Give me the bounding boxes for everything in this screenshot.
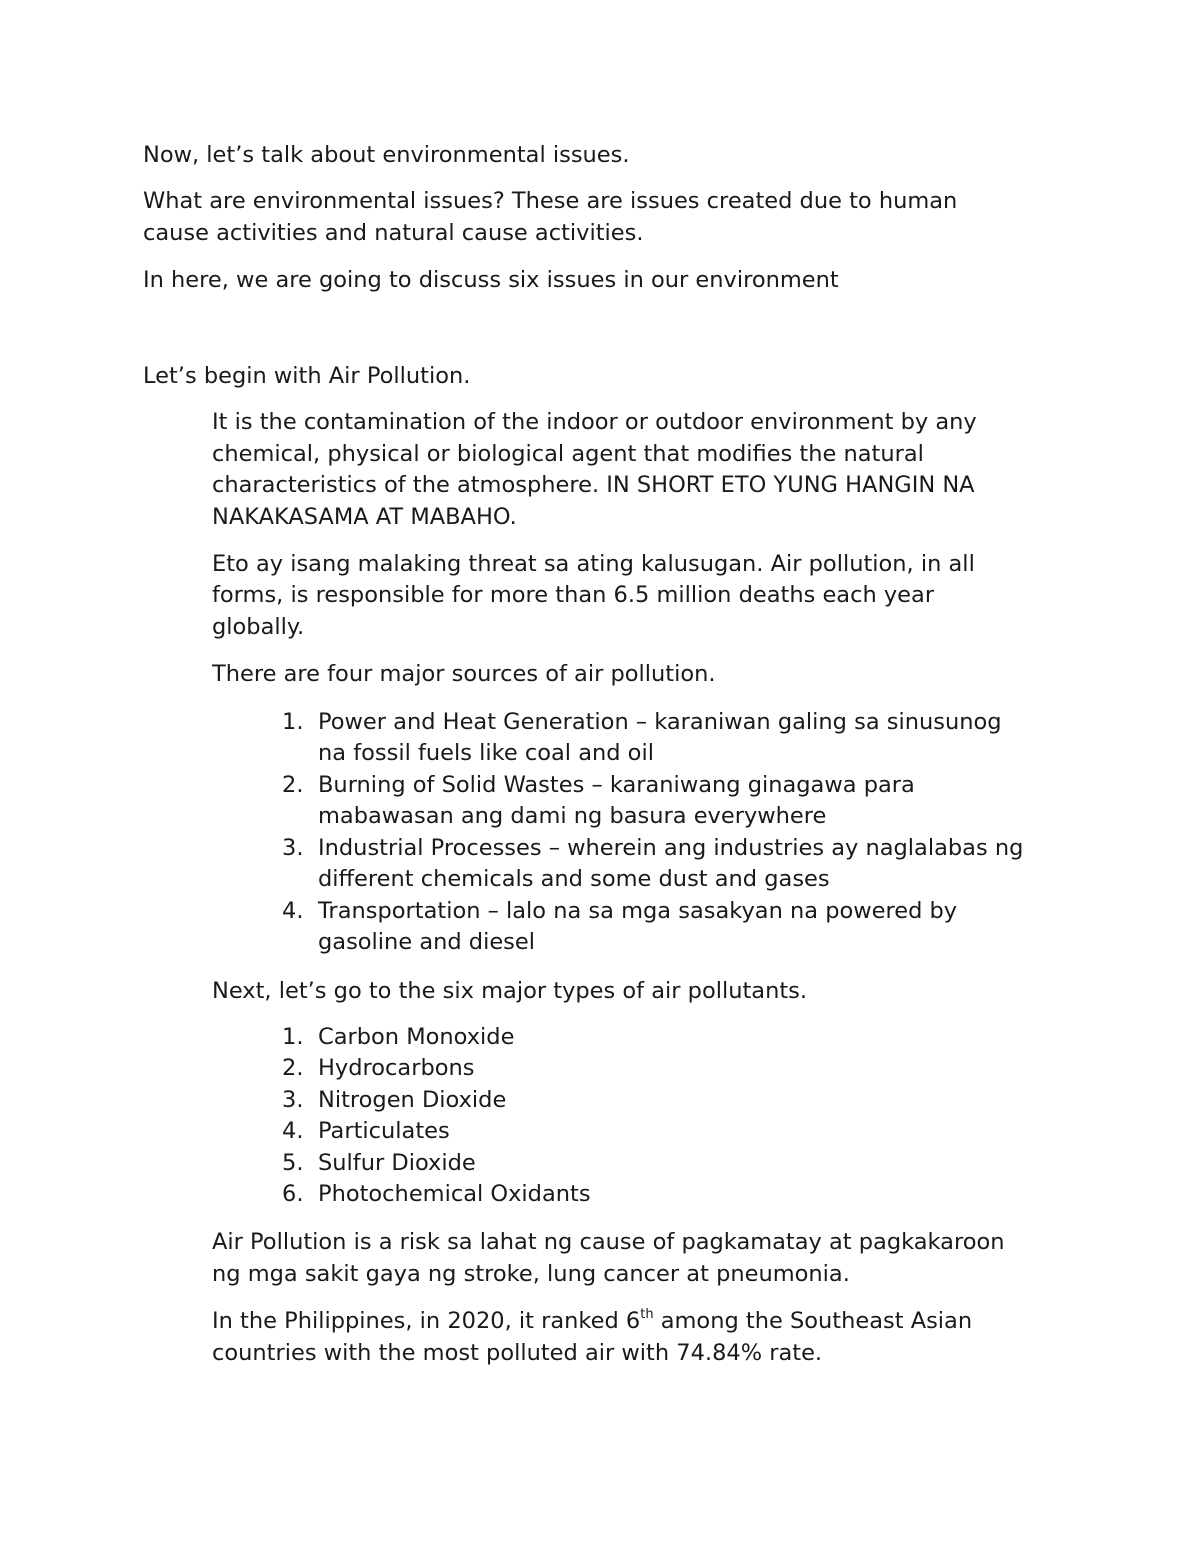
list-item-text: Hydrocarbons — [318, 1055, 475, 1081]
philippines-text: In the Philippines, in 2020, it ranked 6 — [212, 1308, 641, 1334]
list-number: 6. — [282, 1181, 304, 1207]
definition-line: It is the contamination of the indoor or outdoor environment by any — [212, 409, 977, 435]
risk-line: Air Pollution is a risk sa lahat ng cause of pagkamatay at pagkakaroon — [212, 1229, 1005, 1255]
definition-line: characteristics of the atmosphere. IN SHORT ETO YUNG HANGIN NA — [212, 472, 975, 498]
philippines-line: countries with the most polluted air with 74.84% rate. — [212, 1340, 823, 1366]
list-number: 4. — [282, 1118, 304, 1144]
list-number: 1. — [282, 1024, 304, 1050]
list-item-text: different chemicals and some dust and gases — [318, 866, 830, 892]
list-item-text: na fossil fuels like coal and oil — [318, 740, 654, 766]
list-item-text: Sulfur Dioxide — [318, 1150, 476, 1176]
list-number: 1. — [282, 709, 304, 735]
sources-intro: There are four major sources of air pollution. — [212, 661, 716, 687]
ordinal-suffix: th — [640, 1306, 654, 1322]
list-number: 3. — [282, 835, 304, 861]
list-item-text: Photochemical Oxidants — [318, 1181, 591, 1207]
list-item-text: Burning of Solid Wastes – karaniwang ginagawa para — [318, 772, 915, 798]
intro-line: Now, let’s talk about environmental issues. — [143, 142, 630, 168]
list-item-text: mabawasan ang dami ng basura everywhere — [318, 803, 827, 829]
list-item-text: Carbon Monoxide — [318, 1024, 515, 1050]
list-item-text: Particulates — [318, 1118, 450, 1144]
list-item-text: gasoline and diesel — [318, 929, 535, 955]
list-number: 2. — [282, 772, 304, 798]
list-number: 4. — [282, 898, 304, 924]
list-number: 5. — [282, 1150, 304, 1176]
list-item-text: Industrial Processes – wherein ang industries ay naglalabas ng — [318, 835, 1024, 861]
list-item-text: Transportation – lalo na sa mga sasakyan na powered by — [318, 898, 958, 924]
definition-line: chemical, physical or biological agent that modifies the natural — [212, 441, 924, 467]
threat-line: forms, is responsible for more than 6.5 million deaths each year — [212, 582, 935, 608]
pollutants-intro: Next, let’s go to the six major types of air pollutants. — [212, 978, 808, 1004]
list-item-text: Nitrogen Dioxide — [318, 1087, 507, 1113]
risk-line: ng mga sakit gaya ng stroke, lung cancer at pneumonia. — [212, 1261, 850, 1287]
threat-line: Eto ay isang malaking threat sa ating kalusugan. Air pollution, in all — [212, 551, 975, 577]
list-item-text: Power and Heat Generation – karaniwan galing sa sinusunog — [318, 709, 1002, 735]
list-number: 2. — [282, 1055, 304, 1081]
intro-discuss-line: In here, we are going to discuss six issues in our environment — [143, 267, 839, 293]
list-number: 3. — [282, 1087, 304, 1113]
intro-question-line: cause activities and natural cause activities. — [143, 220, 644, 246]
intro-question-line: What are environmental issues? These are issues created due to human — [143, 188, 958, 214]
philippines-line — [212, 1306, 972, 1338]
section-heading: Let’s begin with Air Pollution. — [143, 363, 471, 389]
threat-line: globally. — [212, 614, 305, 640]
definition-line: NAKAKASAMA AT MABAHO. — [212, 504, 517, 530]
philippines-text: among the Southeast Asian — [653, 1308, 973, 1334]
